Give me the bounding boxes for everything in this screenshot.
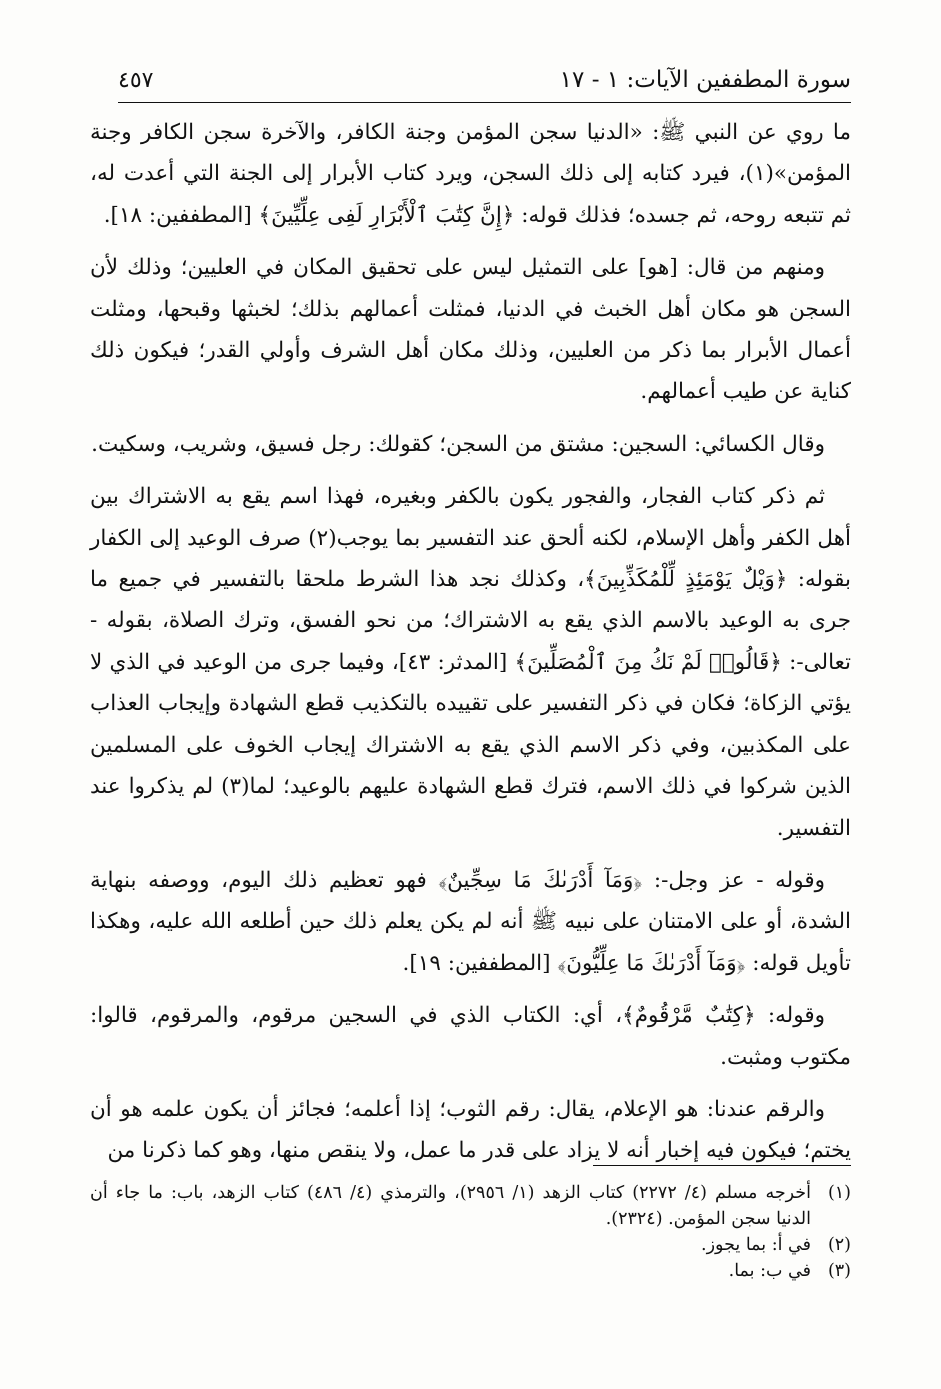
footnotes — [90, 1180, 851, 1284]
footnote-number: (٣) — [827, 1261, 851, 1281]
running-header — [118, 58, 851, 103]
paragraph: ما روي عن النبي ﷺ: «الدنيا سجن المؤمن وجنة الكافر، والآخرة سجن الكافر وجنة المؤمن»(١)، فيرد كتابه إلى ذلك السجن، ويرد كتاب الأبرار إلى الجنة التي أعدت له، ثم تتبعه روحه، ثم جسده؛ فذلك قوله: ﴿إِنَّ كِتَٰبَ ٱلْأَبْرَارِ لَفِى عِلِّيِّينَ﴾ [المطففين: ١٨]. — [90, 120, 851, 228]
paragraph: ثم ذكر كتاب الفجار، والفجور يكون بالكفر وبغيره، فهذا اسم يقع به الاشتراك بين أهل الكفر وأهل الإسلام، لكنه ألحق عند التفسير بما يوجب(٢) صرف الوعيد إلى الكفار بقوله: ﴿وَيْلٌ يَوْمَئِذٍ لِّلْمُكَذِّبِينَ﴾، وكذلك نجد هذا الشرط ملحقا بالتفسير في جميع ما جرى به الوعيد بالاسم الذي يقع به الاشتراك؛ من نحو الفسق، وترك الصلاة، بقوله - تعالى-: ﴿قَالُوا۟ لَمْ نَكُ مِنَ ٱلْمُصَلِّينَ﴾ [المدثر: ٤٣]، وفيما جرى من الوعيد في الذي لا يؤتي الزكاة؛ فكان في ذكر التفسير على تقييده بالتكذيب قطع الشهادة وإيجاب العذاب على المكذبين، وفي ذكر الاسم الذي يقع به الاشتراك إيجاب الخوف على المسلمين الذين شركوا في ذلك الاسم، فترك قطع الشهادة عليهم بالوعيد؛ لما(٣) لم يذكروا عند التفسير. — [90, 484, 852, 841]
footnote-text: أخرجه مسلم (٤/ ٢٢٧٢) كتاب الزهد (١/ ٢٩٥٦)، والترمذي (٤/ ٤٨٦) كتاب الزهد، باب: ما جاء أن الدنيا سجن المؤمن. (٢٣٢٤). — [90, 1183, 811, 1229]
footnote — [90, 1258, 851, 1284]
footnote — [90, 1232, 851, 1258]
paragraph: وقوله - عز وجل-: ﴿وَمَآ أَدْرَىٰكَ مَا سِجِّينٌ﴾ فهو تعظيم ذلك اليوم، ووصفه بنهاية الشدة، أو على الامتنان على نبيه ﷺ أنه لم يكن يعلم ذلك حين أطلعه الله عليه، وهكذا تأويل قوله: ﴿وَمَآ أَدْرَىٰكَ مَا عِلِّيُّونَ﴾ [المطففين: ١٩]. — [90, 867, 851, 976]
footnote-number: (٢) — [827, 1235, 851, 1255]
footnote-separator — [593, 1165, 851, 1166]
footnote-text: في أ: بما يجوز. — [701, 1235, 811, 1255]
paragraph: وقال الكسائي: السجين: مشتق من السجن؛ كقولك: رجل فسيق، وشريب، وسكيت. — [91, 431, 825, 457]
footnote — [90, 1180, 851, 1232]
paragraph: ومنهم من قال: [هو] على التمثيل ليس على تحقيق المكان في العليين؛ وذلك لأن السجن هو مكان أهل الخبث في الدنيا، فمثلت أعمالهم بذلك؛ لخبثها وقبحها، ومثلت أعمال الأبرار بما ذكر من العليين، وذلك مكان أهل الشرف وأولي القدر؛ فيكون ذلك كناية عن طيب أعمالهم. — [90, 255, 851, 405]
paragraph: والرقم عندنا: هو الإعلام، يقال: رقم الثوب؛ إذا أعلمه؛ فجائز أن يكون علمه هو أن يختم؛ فيكون فيه إخبار أنه لا يزاد على قدر ما عمل، ولا ينقص منها، وهو كما ذكرنا من — [90, 1096, 851, 1164]
footnote-text: في ب: بما. — [728, 1261, 811, 1281]
footnote-number: (١) — [827, 1183, 851, 1203]
page-number: ٤٥٧ — [118, 67, 154, 93]
main-text — [90, 112, 851, 1183]
paragraph: وقوله: ﴿كِتَٰبٌ مَّرْقُومٌ﴾، أي: الكتاب الذي في السجين مرقوم، والمرقوم، قالوا: مكتوب ومثبت. — [90, 1003, 851, 1070]
surah-title: سورة المطففين الآيات: ١ - ١٧ — [559, 67, 851, 93]
